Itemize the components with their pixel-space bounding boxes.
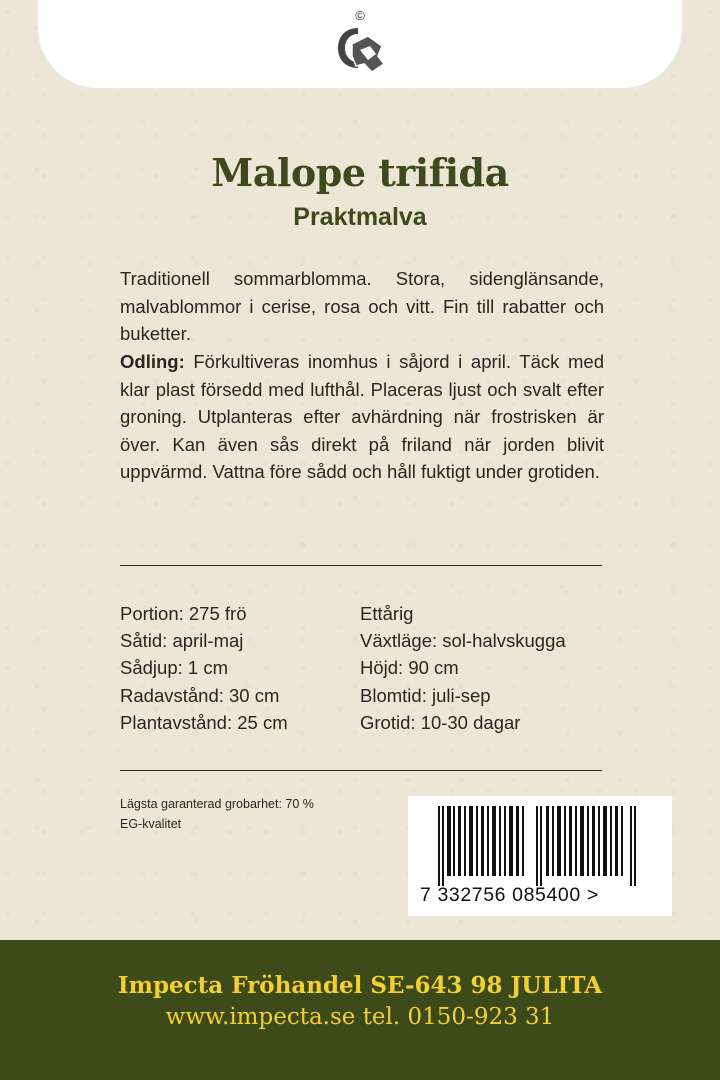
spec-row-spacing: Radavstånd: 30 cm bbox=[120, 684, 280, 706]
divider-bottom bbox=[120, 770, 602, 771]
specs-left-column bbox=[120, 600, 288, 736]
cultivation-paragraph bbox=[120, 348, 604, 486]
product-latin-name: Malope trifida bbox=[211, 150, 509, 195]
spec-location: Växtläge: sol-halvskugga bbox=[360, 630, 566, 652]
cultivation-label: Odling: bbox=[120, 351, 185, 372]
spec-portion: Portion: 275 frö bbox=[120, 603, 247, 624]
spec-germination-time: Grotid: 10-30 dagar bbox=[360, 711, 521, 733]
spec-height: Höjd: 90 cm bbox=[360, 657, 459, 679]
spec-plant-spacing: Plantavstånd: 25 cm bbox=[120, 711, 288, 733]
spec-lifecycle: Ettårig bbox=[360, 603, 414, 624]
spec-flowering-time: Blomtid: juli-sep bbox=[360, 684, 491, 706]
barcode-bars-icon bbox=[438, 806, 648, 886]
specs-right-column bbox=[360, 600, 566, 736]
barcode-number: 7 332756 085400 > bbox=[420, 884, 599, 906]
spec-sowing-time: Såtid: april-maj bbox=[120, 630, 244, 652]
footer-contact: www.impecta.se tel. 0150-923 31 bbox=[165, 1004, 555, 1030]
product-common-name: Praktmalva bbox=[293, 203, 427, 231]
quality-label: EG-kvalitet bbox=[120, 817, 182, 831]
germination-guarantee: Lägsta garanterad grobarhet: 70 % bbox=[120, 797, 314, 811]
impecta-logo-icon bbox=[332, 6, 388, 78]
divider-top bbox=[120, 565, 602, 566]
description-intro: Traditionell sommarblomma. Stora, sidenglänsande, malvablommor i cerise, rosa och vitt. Fin till rabatter och buketter. bbox=[120, 268, 604, 344]
brand-logo bbox=[332, 6, 388, 78]
barcode bbox=[408, 796, 672, 916]
svg-text:©: © bbox=[355, 8, 365, 23]
footer-company: Impecta Fröhandel SE-643 98 JULITA bbox=[117, 972, 603, 999]
cultivation-text: Förkultiveras inomhus i såjord i april. Täck med klar plast försedd med lufthål. Placeras ljust och svalt efter groning. Utplanteras efter avhärdning när frostrisken är över. Kan även sås direkt på friland när jorden blivit uppvärmd. Vattna före sådd och håll fuktigt under grotiden. bbox=[120, 351, 604, 482]
fine-print bbox=[120, 794, 314, 834]
spec-sowing-depth: Sådjup: 1 cm bbox=[120, 657, 228, 679]
